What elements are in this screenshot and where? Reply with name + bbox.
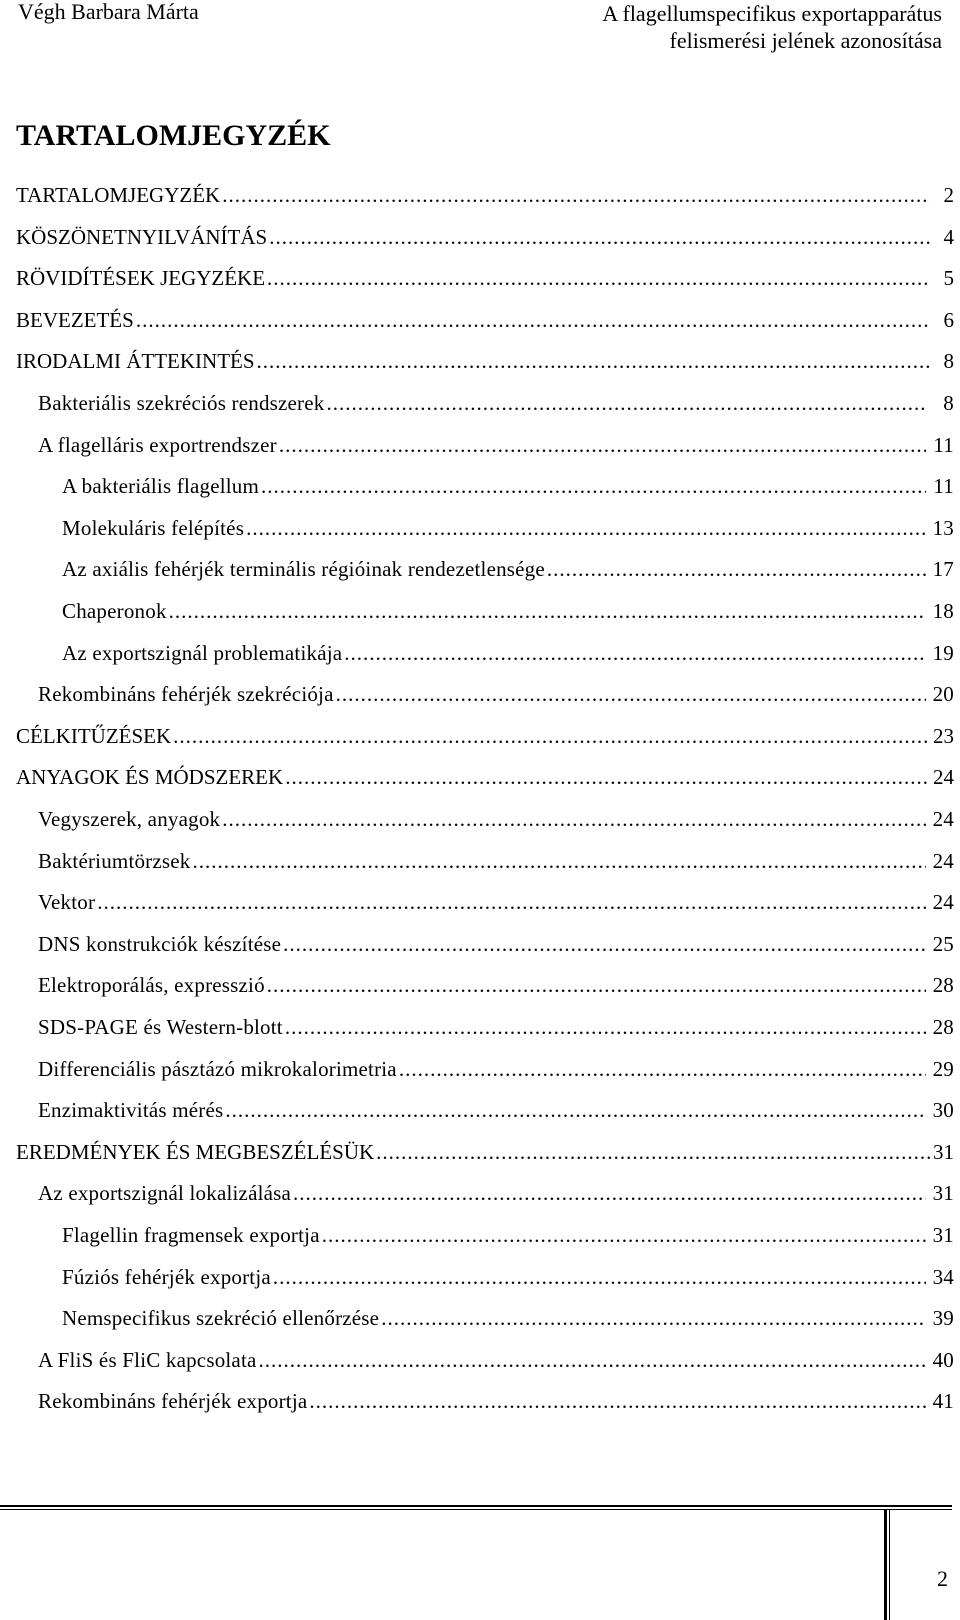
running-header-title	[602, 0, 942, 54]
toc-entry[interactable]	[0, 180, 960, 210]
toc-entry[interactable]	[0, 388, 960, 418]
toc-entry[interactable]	[0, 1303, 960, 1333]
toc-leader-dots	[193, 846, 927, 876]
toc-entry-label: Az exportszignál problematikája	[62, 640, 343, 665]
toc-leader-dots	[376, 1137, 930, 1167]
toc-leader-dots	[97, 887, 926, 917]
toc-leader-dots	[222, 804, 926, 834]
toc-entry-page: 19	[932, 640, 954, 665]
toc-entry-page: 28	[932, 1015, 954, 1039]
toc-leader-dots	[293, 1178, 926, 1208]
footer-vertical-rule	[884, 1510, 887, 1620]
toc-entry-label: CÉLKITŰZÉSEK	[16, 723, 172, 748]
toc-heading: TARTALOMJEGYZÉK	[16, 119, 331, 152]
toc-entry[interactable]	[0, 679, 960, 709]
toc-entry-label: Elektroporálás, expresszió	[38, 973, 265, 998]
toc-entry-page: 8	[943, 391, 954, 415]
running-header-title-line1: A flagellumspecifikus exportapparátus	[602, 1, 942, 26]
toc-entry-page: 40	[932, 1347, 954, 1372]
toc-entry[interactable]	[0, 222, 960, 252]
toc-entry-page: 11	[933, 474, 954, 499]
toc-entry-page: 2	[943, 183, 954, 207]
toc-entry-page: 24	[932, 848, 954, 873]
toc-entry-label: Baktériumtörzsek	[38, 848, 191, 873]
toc-entry-page: 24	[933, 765, 954, 790]
toc-entry-label: Rekombináns fehérjék exportja	[38, 1389, 308, 1414]
toc-entry[interactable]	[0, 1220, 960, 1250]
toc-entry-label: Az axiális fehérjék terminális régióinak rendezetlensége	[62, 557, 545, 582]
toc-entry-label: Az exportszignál lokalizálása	[38, 1181, 292, 1206]
toc-entry-page: 4	[943, 224, 954, 249]
toc-entry-page: 41	[932, 1389, 954, 1414]
toc-entry[interactable]	[0, 554, 960, 584]
toc-entry[interactable]	[0, 263, 960, 293]
toc-entry-page: 20	[932, 682, 954, 707]
toc-leader-dots	[222, 180, 930, 210]
page-number: 2	[937, 1566, 948, 1591]
toc-entry[interactable]	[0, 1345, 960, 1375]
toc-entry[interactable]	[0, 1137, 960, 1167]
toc-entry-page: 31	[933, 1139, 954, 1164]
toc-entry-label: DNS konstrukciók készítése	[38, 931, 282, 956]
toc-leader-dots	[257, 346, 930, 376]
toc-entry[interactable]	[0, 1178, 960, 1208]
toc-entry[interactable]	[0, 846, 960, 876]
toc-entry-page: 17	[932, 557, 954, 582]
toc-entry[interactable]	[0, 1095, 960, 1125]
toc-leader-dots	[173, 721, 930, 751]
toc-entry-label: Flagellin fragmensek exportja	[62, 1223, 320, 1247]
toc-entry-label: Fúziós fehérjék exportja	[62, 1264, 271, 1289]
toc-entry[interactable]	[0, 762, 960, 792]
toc-entry-label: ANYAGOK ÉS MÓDSZEREK	[16, 765, 284, 790]
toc-entry-page: 18	[932, 599, 954, 623]
toc-entry-label: KÖSZÖNETNYILVÁNÍTÁS	[16, 224, 268, 249]
toc-leader-dots	[381, 1303, 926, 1333]
toc-entry-label: Differenciális pásztázó mikrokalorimetria	[38, 1056, 397, 1081]
toc-entry-label: Rekombináns fehérjék szekréciója	[38, 682, 334, 707]
toc-leader-dots	[279, 430, 926, 460]
toc-entry-page: 31	[932, 1181, 954, 1206]
toc-entry-page: 34	[932, 1264, 954, 1289]
toc-leader-dots	[261, 471, 926, 501]
toc-entry-page: 11	[933, 432, 954, 457]
toc-entry[interactable]	[0, 929, 960, 959]
toc-entry-label: Bakteriális szekréciós rendszerek	[38, 391, 325, 415]
toc-entry-label: Vektor	[38, 890, 96, 915]
toc-leader-dots	[283, 929, 926, 959]
toc-entry-label: Enzimaktivitás mérés	[38, 1098, 224, 1123]
toc-entry-label: Chaperonok	[62, 599, 167, 623]
toc-entry-label: TARTALOMJEGYZÉK	[16, 183, 221, 207]
toc-leader-dots	[136, 305, 930, 335]
toc-leader-dots	[269, 222, 930, 252]
toc-entry-label: IRODALMI ÁTTEKINTÉS	[16, 349, 255, 374]
toc-leader-dots	[169, 596, 926, 626]
toc-leader-dots	[225, 1095, 926, 1125]
toc-entry-label: A bakteriális flagellum	[62, 474, 260, 499]
toc-leader-dots	[336, 679, 926, 709]
running-header-title-line2: felismerési jelének azonosítása	[669, 28, 942, 53]
toc-entry-page: 29	[932, 1056, 954, 1081]
toc-entry-page: 23	[933, 723, 954, 748]
toc-entry-page: 8	[943, 349, 954, 374]
toc-entry-label: SDS-PAGE és Western-blott	[38, 1015, 283, 1039]
toc-entry[interactable]	[0, 1386, 960, 1416]
toc-leader-dots	[267, 263, 930, 293]
toc-leader-dots	[259, 1345, 926, 1375]
toc-entry-label: RÖVIDÍTÉSEK JEGYZÉKE	[16, 266, 266, 291]
toc-entry-label: Nemspecifikus szekréció ellenőrzése	[62, 1306, 380, 1331]
toc-entry-label: BEVEZETÉS	[16, 307, 134, 332]
running-header-author: Végh Barbara Márta	[18, 0, 199, 24]
toc-entry-page: 31	[932, 1223, 954, 1247]
toc-leader-dots	[246, 513, 926, 543]
toc-entry-label: EREDMÉNYEK ÉS MEGBESZÉLÉSÜK	[16, 1139, 375, 1164]
footer-vertical-rule-thin	[889, 1510, 890, 1620]
toc-entry[interactable]	[0, 305, 960, 335]
toc-entry-label: Molekuláris felépítés	[62, 515, 245, 540]
footer-rule-thin	[0, 1509, 952, 1510]
toc-entry-label: Vegyszerek, anyagok	[38, 807, 221, 831]
toc-entry[interactable]	[0, 638, 960, 668]
toc-leader-dots	[344, 638, 926, 668]
toc-entry-label: A FliS és FliC kapcsolata	[38, 1347, 257, 1372]
toc-entry-page: 28	[932, 973, 954, 998]
toc-entry[interactable]	[0, 804, 960, 834]
toc-leader-dots	[326, 388, 926, 418]
toc-entry-label: A flagelláris exportrendszer	[38, 432, 277, 457]
toc-leader-dots	[322, 1220, 926, 1250]
toc-leader-dots	[399, 1054, 926, 1084]
toc-entry-page: 24	[932, 807, 954, 831]
toc-entry-page: 39	[932, 1306, 954, 1331]
toc-entry[interactable]	[0, 721, 960, 751]
toc-leader-dots	[309, 1386, 926, 1416]
toc-entry[interactable]	[0, 430, 960, 460]
toc-leader-dots	[267, 970, 926, 1000]
toc-entry[interactable]	[0, 513, 960, 543]
toc-entry-page: 5	[943, 266, 954, 291]
toc-entry[interactable]	[0, 346, 960, 376]
toc-entry[interactable]	[0, 596, 960, 626]
toc-entry-page: 6	[943, 307, 954, 332]
toc-entry[interactable]	[0, 471, 960, 501]
toc-leader-dots	[547, 554, 926, 584]
toc-entry-page: 30	[932, 1098, 954, 1123]
toc-entry[interactable]	[0, 1012, 960, 1042]
toc-entry-page: 24	[932, 890, 954, 915]
toc-entry[interactable]	[0, 1262, 960, 1292]
toc-leader-dots	[285, 1012, 926, 1042]
toc-entry-page: 25	[932, 931, 954, 956]
footer-rule	[0, 1505, 952, 1507]
toc-leader-dots	[273, 1262, 926, 1292]
toc-entry-page: 13	[932, 515, 954, 540]
toc-leader-dots	[285, 762, 930, 792]
toc-entry[interactable]	[0, 887, 960, 917]
toc-entry[interactable]	[0, 970, 960, 1000]
toc-entry[interactable]	[0, 1054, 960, 1084]
